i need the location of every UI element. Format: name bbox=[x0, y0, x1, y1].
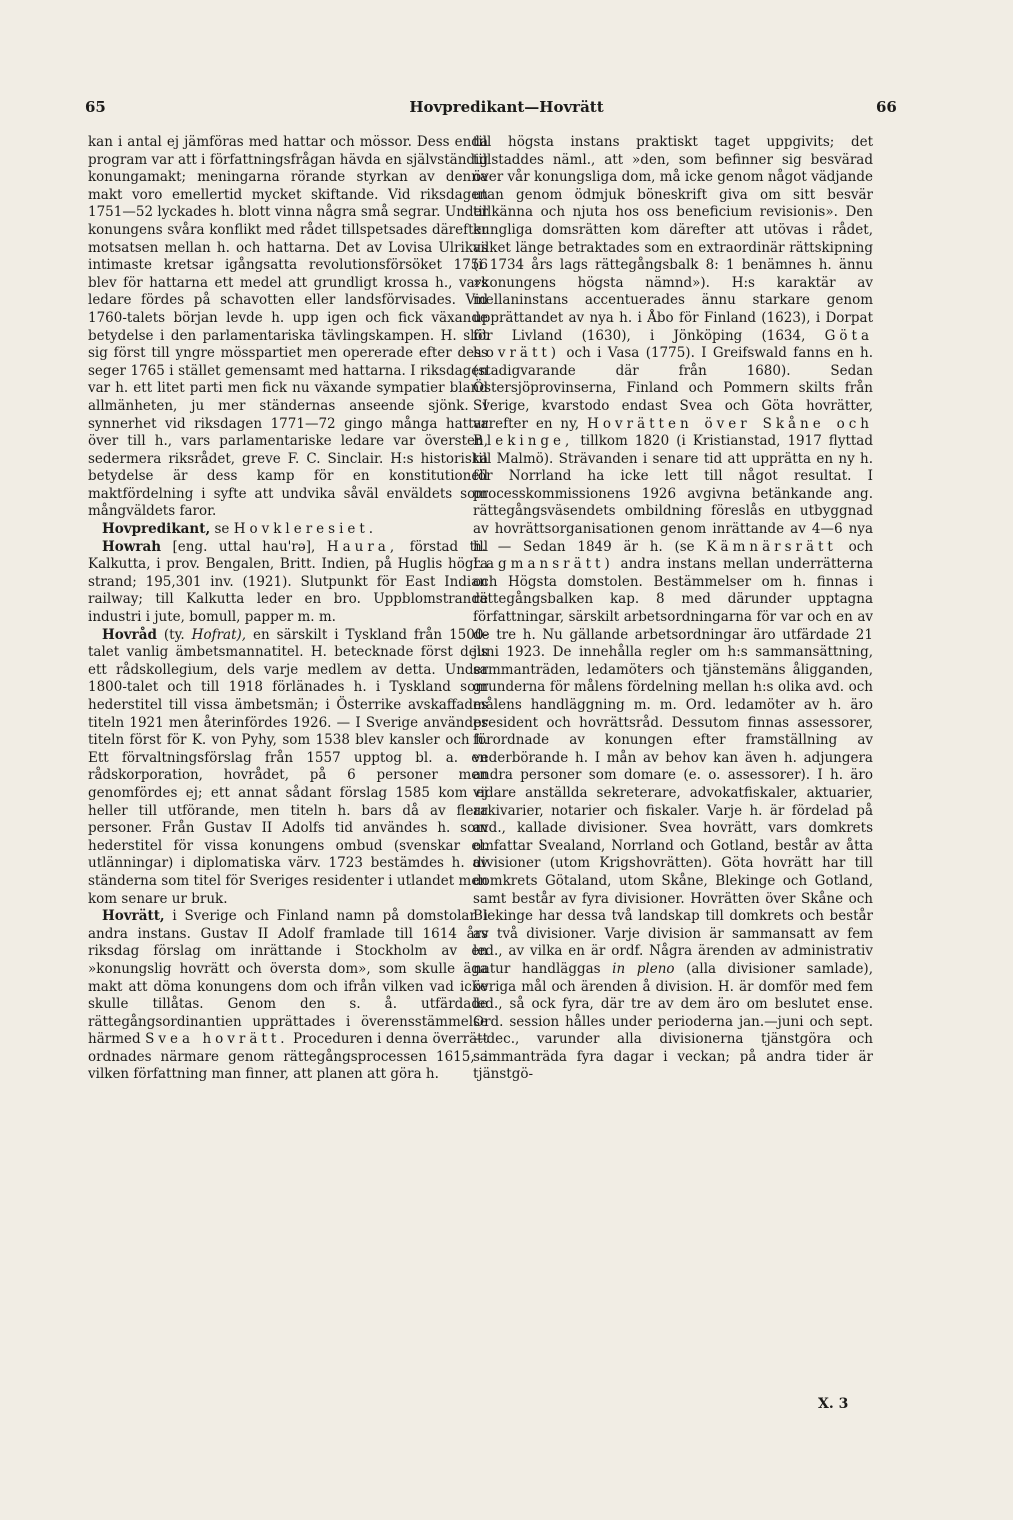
page-number-left: 65 bbox=[85, 98, 106, 116]
printer-signature: X. 3 bbox=[818, 1396, 849, 1412]
page-number-right: 66 bbox=[876, 98, 897, 116]
headword: Hovrätt, bbox=[102, 908, 165, 925]
cross-reference: Hovkleresiet. bbox=[233, 521, 378, 538]
entry-hovratt: Hovrätt, i Sverige och Finland namn på domstolar i andra instans. Gustav II Adolf framlade till 1614 års riksdag förslag om inrättande i Stockholm av en »konungslig hovrätt och översta dom», som skulle äga makt att döma konungens dom och ifrån vilken vad icke skulle tillåtas. Genom den s. å. utfärdade rättegångsordinantien upprättades i överensstämmelse härmed Svea hovrätt. Proceduren i denna överrätt ordnades närmare genom rättegångsprocessen 1615, i vilken författning man finner, att planen att göra h. bbox=[88, 908, 488, 1083]
right-column bbox=[473, 134, 873, 1084]
paragraph: till högsta instans praktiskt taget uppgivits; det tillstaddes näml., att »den, som befinner sig besvärad över vår konungsliga dom, må icke genom något vädjande utan genom ödmjuk böneskrift giva om sitt besvär tillkänna och njuta hos oss beneficium revisionis». Den kungliga domsrätten kom därefter att utövas i rådet, vilket länge betraktades som en extraordinär rättskipning (i 1734 års lags rättegångsbalk 8: 1 benämnes h. ännu »konungens högsta nämnd»). H:s karaktär av mellaninstans accentuerades ännu starkare genom upprättandet av nya h. i Åbo för Finland (1623), i Dorpat för Livland (1630), i Jönköping (1634, Göta hovrätt) och i Vasa (1775). I Greifswald fanns en h. (stadigvarande där från 1680). Sedan Östersjöprovinserna, Finland och Pommern skilts från Sverige, kvarstodo endast Svea och Göta hovrätter, varefter en ny, Hovrätten över Skåne och Blekinge, tillkom 1820 (i Kristianstad, 1917 flyttad till Malmö). Strävanden i senare tid att upprätta en ny h. för Norrland ha icke lett till något resultat. I processkommissionens 1926 avgivna betänkande ang. rättegångsväsendets ombildning föreslås en utbyggnad av hovrättsorganisationen genom inrättande av 4—6 nya h. — Sedan 1849 är h. (se Kämnärsrätt och Lagmansrätt) andra instans mellan underrätterna och Högsta domstolen. Bestämmelser om h. finnas i rättegångsbalken kap. 8 med därunder upptagna författningar, särskilt arbetsordningarna för var och en av de tre h. Nu gällande arbetsordningar äro utfärdade 21 juni 1923. De innehålla regler om h:s sammansättning, sammanträden, ledamöters och tjänstemäns åligganden, grunderna för målens fördelning mellan h:s olika avd. och målens handläggning m. m. Ord. ledamöter av h. äro president och hovrättsråd. Dessutom finnas assessorer, förordnade av konungen efter framställning av vederbörande h. I mån av behov kan även h. adjungera andra personer som domare (e. o. assessorer). I h. äro vidare anställda sekreterare, advokatfiskaler, aktuarier, arkivarier, notarier och fiskaler. Varje h. är fördelad på avd., kallade divisioner. Svea hovrätt, vars domkrets omfattar Svealand, Norrland och Gotland, består av åtta divisioner (utom Krigshovrätten). Göta hovrätt har till domkrets Götaland, utom Skåne, Blekinge och Gotland, samt består av fyra divisioner. Hovrätten över Skåne och Blekinge har dessa två landskap till domkrets och består av två divisioner. Varje division är sammansatt av fem led., av vilka en är ordf. Några ärenden av administrativ natur handläggas in pleno (alla divisioner samlade), övriga mål och ärenden å division. H. är domför med fem led., så ock fyra, där tre av dem äro om beslutet ense. Ord. session hålles under perioderna jan.—juni och sept.—dec., varunder alla divisionerna tjänstgöra och sammanträda fyra dagar i veckan; på andra tider är tjänstgö- bbox=[473, 134, 874, 1083]
headword: Hovråd bbox=[102, 626, 157, 643]
running-head: Hovpredikant—Hovrätt bbox=[409, 98, 604, 116]
headword: Hovpredikant, bbox=[102, 521, 211, 538]
headword: Howrah bbox=[102, 538, 162, 555]
entry-hovpredikant: Hovpredikant, se Hovkleresiet. bbox=[102, 521, 378, 538]
entry-howrah: Howrah [eng. uttal hau'rə], Haura, förstad till Kalkutta, i prov. Bengalen, Britt. Indien, på Huglis högra strand; 195,301 inv. (1921). Slutpunkt för East Indian railway; till Kalkutta leder en bro. Uppblomstrande industri i jute, bomull, papper m. m. bbox=[88, 538, 489, 626]
entry-hovrad: Hovråd (ty. Hofrat), en särskilt i Tyskland från 1500-talet vanlig ämbetsmannatitel. H. betecknade först dels ett rådskollegium, dels varje medlem av detta. Under 1800-talet och till 1918 förlänades h. i Tyskland som hederstitel till vissa ämbetsmän; i Österrike avskaffades titeln 1921 men återinfördes 1926. — I Sverige användes titeln först för K. von Pyhy, som 1538 blev kansler och h. Ett förvaltningsförslag från 1557 upptog bl. a. en rådskorporation, hovrådet, på 6 personer men genomfördes ej; ett annat sådant förslag 1585 kom ej heller till utförande, men titeln h. bars då av flera personer. Från Gustav II Adolfs tid användes h. som hederstitel för vissa konungens ombud (svenskar el. utlänningar) i diplomatiska värv. 1723 bestämdes h. av ständerna som titel för Sveriges residenter i utlandet men kom senare ur bruk. bbox=[88, 626, 488, 907]
paragraph: kan i antal ej jämföras med hattar och mössor. Dess enda program var att i författningsfrågan hävda en självständig konungamakt; meningarna rörande styrkan av denna makt voro emellertid mycket skiftande. Vid riksdagen 1751—52 lyckades h. blott vinna några små segrar. Under konungens svåra konflikt med rådet tillspetsades därefter motsatsen mellan h. och hattarna. Det av Lovisa Ulrikas intimaste kretsar igångsatta revolutionsförsöket 1756 blev för hattarna ett medel att grundligt krossa h., vars ledare fördes på schavotten eller landsförvisades. Vid 1760-talets början levde h. upp igen och fick växande betydelse i den parlamentariska tävlingskampen. H. slöt sig först till yngre mösspartiet men opererade efter dess seger 1765 i stället gemensamt med hattarna. I riksdagen var h. ett litet parti men fick nu växande sympatier bland allmänheten, ju mer ständernas anseende sjönk. I synnerhet vid riksdagen 1771—72 gingo många hattar över till h., vars parlamentariske ledare var översten, sedermera riksrådet, greve F. C. Sinclair. H:s historiska betydelse är dess kamp för en konstitutionell maktfördelning i syfte att undvika såväl enväldets som mångväldets faror. bbox=[88, 134, 488, 520]
left-column bbox=[88, 134, 488, 1084]
